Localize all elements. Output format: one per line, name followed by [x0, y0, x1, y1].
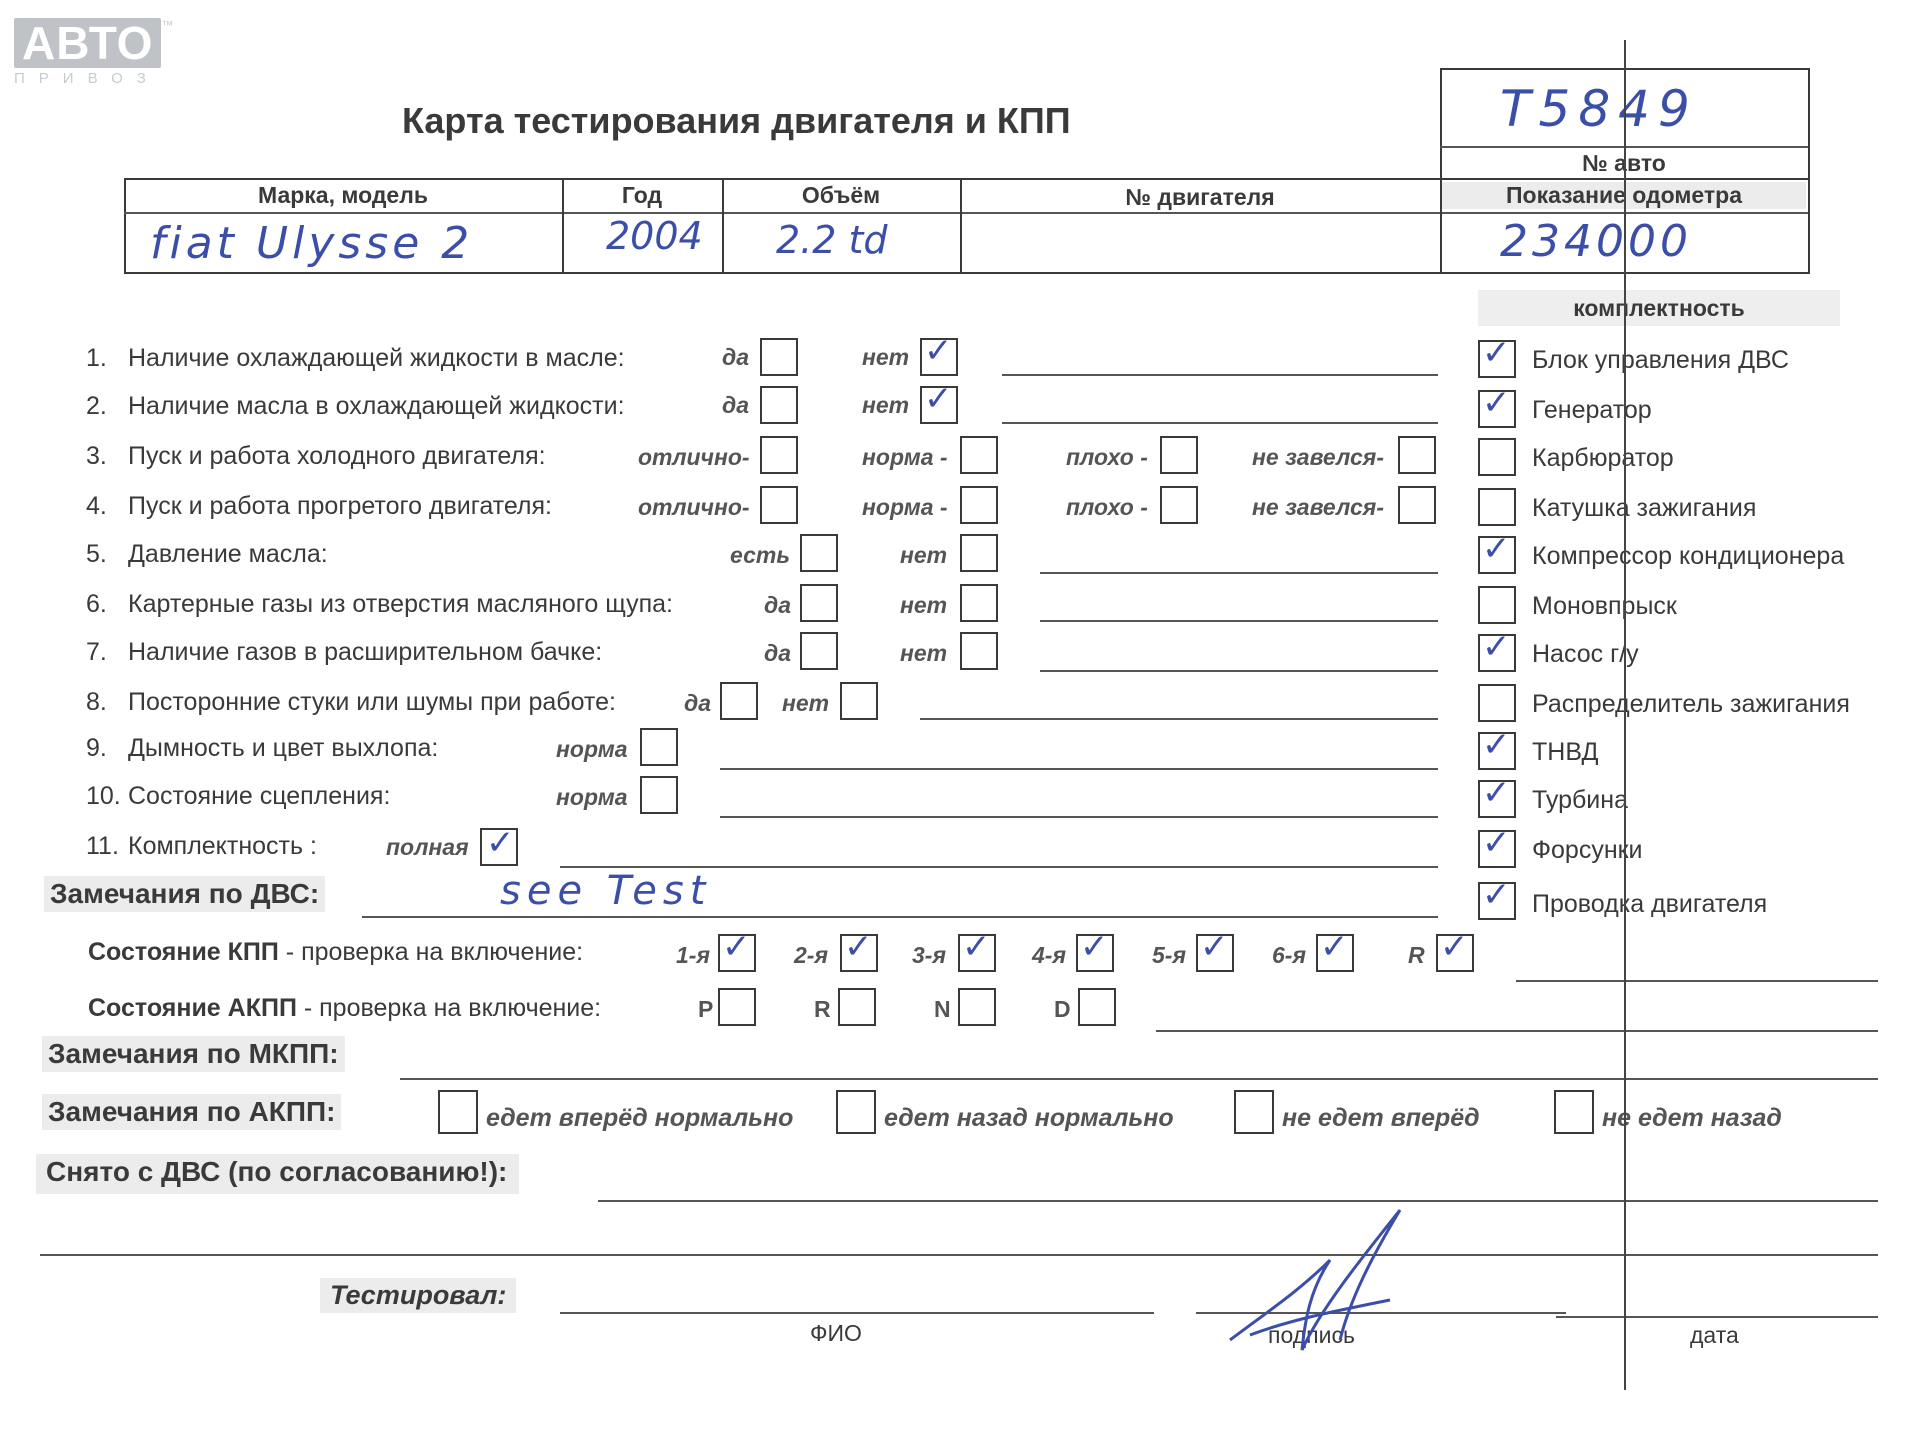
- gear-label: 5-я: [1152, 942, 1186, 968]
- fio-line: [560, 1312, 1154, 1314]
- date-label: дата: [1690, 1322, 1739, 1348]
- option-label: плохо -: [1066, 494, 1148, 520]
- checkbox[interactable]: [960, 534, 998, 572]
- remarks-akpp-label: Замечания по АКПП:: [42, 1094, 341, 1130]
- checkbox[interactable]: [800, 584, 838, 622]
- checkbox[interactable]: [1478, 438, 1516, 476]
- option-label: не завелся-: [1252, 494, 1384, 520]
- checkbox[interactable]: [836, 1090, 876, 1134]
- vehicle-table-divider: [124, 212, 1808, 214]
- check-mark: ✓: [924, 379, 953, 419]
- answer-line: [400, 1078, 1878, 1080]
- option-label: отлично-: [638, 444, 750, 470]
- check-mark: ✓: [1482, 383, 1511, 423]
- checkbox[interactable]: [800, 534, 838, 572]
- check-mark: ✓: [844, 927, 873, 967]
- option-label: да: [684, 690, 712, 716]
- col-make: Марка, модель: [258, 182, 428, 208]
- checkbox[interactable]: [1398, 436, 1436, 474]
- answer-line: [720, 816, 1438, 818]
- remarks-engine-value: see Test: [500, 868, 712, 914]
- answer-line: [1002, 374, 1438, 376]
- checkbox[interactable]: [960, 632, 998, 670]
- gear-label: 6-я: [1272, 942, 1306, 968]
- checkbox[interactable]: [838, 988, 876, 1026]
- option-label: отлично-: [638, 494, 750, 520]
- remarks-engine-label: Замечания по ДВС:: [44, 876, 325, 912]
- logo-subtitle: ПРИВОЗ: [14, 70, 160, 87]
- option-label: да: [764, 592, 792, 618]
- removed-label: Снято с ДВС (по согласованию!):: [36, 1154, 519, 1194]
- answer-line: [920, 718, 1438, 720]
- question-text: Посторонние стуки или шумы при работе:: [128, 688, 616, 716]
- akpp-label: Состояние АКПП - проверка на включение:: [88, 994, 602, 1022]
- checkbox[interactable]: [760, 486, 798, 524]
- completeness-item: Проводка двигателя: [1532, 890, 1768, 918]
- odometer-value: 234000: [1500, 216, 1692, 267]
- option-label: нет: [900, 640, 948, 666]
- answer-line: [1516, 980, 1878, 982]
- check-mark: ✓: [1080, 927, 1109, 967]
- checkbox[interactable]: [960, 486, 998, 524]
- option-label: плохо -: [1066, 444, 1148, 470]
- akpp-option: не едет вперёд: [1282, 1104, 1480, 1132]
- question-number: 3.: [86, 442, 107, 470]
- question-number: 6.: [86, 590, 107, 618]
- checkbox[interactable]: [800, 632, 838, 670]
- gear-label: 2-я: [794, 942, 828, 968]
- answer-line: [362, 916, 1438, 918]
- date-line: [1556, 1316, 1878, 1318]
- remarks-mkpp-label: Замечания по МКПП:: [42, 1036, 345, 1072]
- option-label: нет: [782, 690, 830, 716]
- akpp-option: не едет назад: [1602, 1104, 1782, 1132]
- question-text: Наличие охлаждающей жидкости в масле:: [128, 344, 625, 372]
- check-mark: ✓: [1482, 333, 1511, 373]
- check-mark: ✓: [1482, 725, 1511, 765]
- gear-label: 3-я: [912, 942, 946, 968]
- question-number: 1.: [86, 344, 107, 372]
- question-text: Картерные газы из отверстия масляного щупа:: [128, 590, 673, 618]
- option-label: есть: [730, 542, 790, 568]
- completeness-item: Форсунки: [1532, 836, 1643, 864]
- check-mark: ✓: [924, 331, 953, 371]
- check-mark: ✓: [722, 927, 751, 967]
- checkbox[interactable]: [760, 386, 798, 424]
- auto-number-label: № авто: [1582, 150, 1666, 176]
- kpp-label: Состояние КПП - проверка на включение:: [88, 938, 584, 966]
- check-mark: ✓: [486, 823, 515, 863]
- question-number: 11.: [86, 832, 119, 860]
- checkbox[interactable]: [640, 776, 678, 814]
- question-text: Наличие масла в охлаждающей жидкости:: [128, 392, 625, 420]
- mode-label: P: [698, 996, 714, 1022]
- handwritten-signature: [1210, 1200, 1430, 1370]
- check-mark: ✓: [1200, 927, 1229, 967]
- fio-label: ФИО: [810, 1320, 862, 1346]
- signature-label: подпись: [1268, 1322, 1355, 1348]
- option-label: не завелся-: [1252, 444, 1384, 470]
- option-label: да: [722, 344, 750, 370]
- option-label: нет: [862, 344, 910, 370]
- question-number: 10.: [86, 782, 121, 810]
- logo-text: АВТО: [14, 18, 161, 68]
- mode-label: N: [934, 996, 951, 1022]
- checkbox[interactable]: [840, 682, 878, 720]
- question-text: Пуск и работа прогретого двигателя:: [128, 492, 552, 520]
- answer-line: [1040, 620, 1438, 622]
- question-text: Пуск и работа холодного двигателя:: [128, 442, 546, 470]
- option-label: нет: [862, 392, 910, 418]
- make-value: fiat Ulysse 2: [150, 218, 474, 269]
- question-number: 8.: [86, 688, 107, 716]
- logo: [14, 18, 173, 87]
- mode-label: D: [1054, 996, 1071, 1022]
- check-mark: ✓: [1482, 773, 1511, 813]
- checkbox[interactable]: [438, 1090, 478, 1134]
- answer-line: [1156, 1030, 1878, 1032]
- checkbox[interactable]: [1554, 1090, 1594, 1134]
- checkbox[interactable]: [1160, 486, 1198, 524]
- col-volume: Объём: [801, 182, 881, 208]
- question-text: Дымность и цвет выхлопа:: [128, 734, 439, 762]
- option-label: нет: [900, 542, 948, 568]
- col-year: Год: [621, 182, 663, 208]
- completeness-item: Катушка зажигания: [1532, 494, 1757, 522]
- option-label: полная: [386, 834, 469, 860]
- question-text: Комплектность :: [128, 832, 317, 860]
- checkbox[interactable]: [640, 728, 678, 766]
- question-number: 4.: [86, 492, 107, 520]
- check-mark: ✓: [1482, 823, 1511, 863]
- check-mark: ✓: [1440, 927, 1469, 967]
- checkbox[interactable]: [960, 584, 998, 622]
- completeness-item: Распределитель зажигания: [1532, 690, 1850, 718]
- checkbox[interactable]: [1478, 684, 1516, 722]
- check-mark: ✓: [1320, 927, 1349, 967]
- check-mark: ✓: [1482, 875, 1511, 915]
- checkbox[interactable]: [1160, 436, 1198, 474]
- akpp-option: едет назад нормально: [884, 1104, 1174, 1132]
- check-mark: ✓: [1482, 529, 1511, 569]
- checkbox[interactable]: [1234, 1090, 1274, 1134]
- answer-line: [1002, 422, 1438, 424]
- auto-number-value: T5849: [1500, 80, 1698, 138]
- fold-line: [1624, 40, 1626, 1390]
- answer-line: [720, 768, 1438, 770]
- completeness-item: Компрессор кондиционера: [1532, 542, 1845, 570]
- mode-label: R: [814, 996, 831, 1022]
- answer-line: [40, 1254, 1878, 1256]
- completeness-heading: комплектность: [1478, 290, 1840, 326]
- completeness-item: Турбина: [1532, 786, 1628, 814]
- check-mark: ✓: [962, 927, 991, 967]
- answer-line: [1040, 572, 1438, 574]
- question-number: 9.: [86, 734, 107, 762]
- question-text: Давление масла:: [128, 540, 328, 568]
- completeness-item: Насос г/у: [1532, 640, 1639, 668]
- option-label: да: [764, 640, 792, 666]
- option-label: норма: [556, 784, 628, 810]
- volume-value: 2.2 td: [776, 218, 888, 262]
- checkbox[interactable]: [718, 988, 756, 1026]
- checkbox[interactable]: [1478, 586, 1516, 624]
- completeness-item: Блок управления ДВС: [1532, 346, 1789, 374]
- logo-tm: ™: [161, 18, 174, 32]
- gear-label: R: [1408, 942, 1425, 968]
- gear-label: 4-я: [1032, 942, 1066, 968]
- check-mark: ✓: [1482, 627, 1511, 667]
- year-value: 2004: [606, 214, 703, 258]
- option-label: норма -: [862, 444, 948, 470]
- question-number: 7.: [86, 638, 107, 666]
- checkbox[interactable]: [958, 988, 996, 1026]
- akpp-option: едет вперёд нормально: [486, 1104, 794, 1132]
- completeness-item: Генератор: [1532, 396, 1652, 424]
- question-number: 2.: [86, 392, 107, 420]
- checkbox[interactable]: [960, 436, 998, 474]
- checkbox[interactable]: [1398, 486, 1436, 524]
- checkbox[interactable]: [720, 682, 758, 720]
- checkbox[interactable]: [760, 436, 798, 474]
- question-text: Состояние сцепления:: [128, 782, 391, 810]
- completeness-item: Моновпрыск: [1532, 592, 1677, 620]
- question-text: Наличие газов в расширительном бачке:: [128, 638, 603, 666]
- question-number: 5.: [86, 540, 107, 568]
- completeness-item: Карбюратор: [1532, 444, 1674, 472]
- tested-label: Тестировал:: [320, 1278, 516, 1313]
- option-label: норма: [556, 736, 628, 762]
- col-engine-no: № двигателя: [1125, 184, 1275, 210]
- checkbox[interactable]: [1078, 988, 1116, 1026]
- checkbox[interactable]: [760, 338, 798, 376]
- option-label: да: [722, 392, 750, 418]
- completeness-item: ТНВД: [1532, 738, 1599, 766]
- checkbox[interactable]: [1478, 488, 1516, 526]
- option-label: нет: [900, 592, 948, 618]
- option-label: норма -: [862, 494, 948, 520]
- gear-label: 1-я: [676, 942, 710, 968]
- answer-line: [1040, 670, 1438, 672]
- col-odometer: Показание одометра: [1442, 182, 1806, 209]
